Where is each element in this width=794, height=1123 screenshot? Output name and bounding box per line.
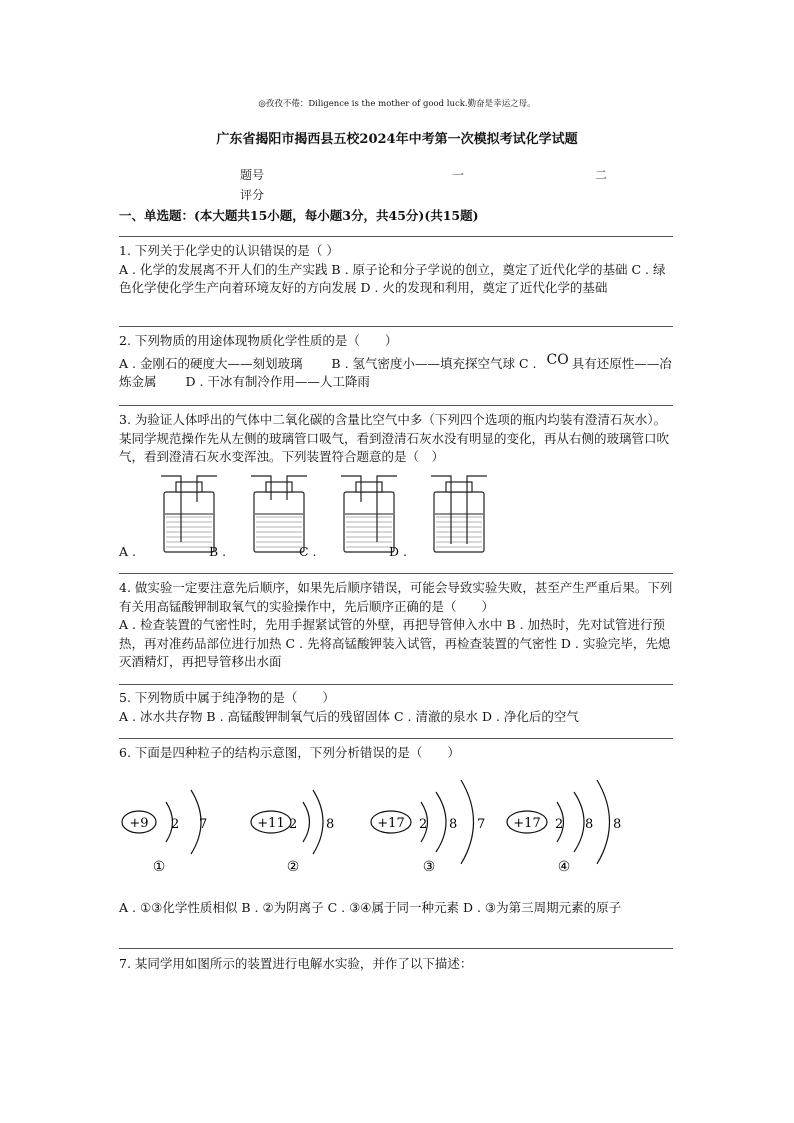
bottle-d-image [429,472,489,554]
atom-2-shell-1: 2 [289,817,298,832]
question-stem: 6. 下面是四种粒子的结构示意图，下列分析错误的是（ ） [119,745,460,760]
atom-2-shell-2: 8 [326,817,335,832]
page-title: 广东省揭阳市揭西县五校2024年中考第一次模拟考试化学试题 [216,132,578,147]
question-options [119,351,675,392]
atom-2-nucleus: +11 [257,816,285,831]
divider [119,236,673,237]
atom-4-shell-3: 8 [613,817,622,832]
question-7 [119,955,675,974]
options-part-1: A . 金刚石的硬度大——刻划玻璃 B . 氢气密度小——填充探空气球 C . [119,355,541,371]
atom-diagrams [119,776,639,876]
question-stem: 1. 下列关于化学史的认识错误的是（ ） [119,243,339,258]
atom-4-shell-2: 8 [585,817,594,832]
option-label-a: A . [119,544,136,559]
divider [119,738,673,739]
divider [119,573,673,574]
atom-4 [507,780,621,875]
atom-1-label: ① [152,859,166,875]
divider [119,948,673,949]
header-motto: ◎孜孜不倦：Diligence is the mother of good luck.勤奋是幸运之母。 [258,99,536,109]
atom-3-label: ③ [422,859,436,875]
atom-1-shell-2: 7 [199,817,208,832]
row-label-number: 题号 [240,168,265,182]
question-stem: 4. 做实验一定要注意先后顺序，如果先后顺序错误，可能会导致实验失败，甚至产生严重后果。下列有关用高锰酸钾制取氧气的实验操作中，先后顺序正确的是（ ） [119,580,673,614]
question-6 [119,744,675,763]
bottle-a-image [159,472,219,554]
column-one: 一 [452,168,465,182]
question-stem: 3. 为验证人体呼出的气体中二氧化碳的含量比空气中多（下列四个选项的瓶内均装有澄清石灰水）。某同学规范操作先从左侧的玻璃管口吸气，看到澄清石灰水没有明显的变化，再从右侧的玻璃管口吹气，看到澄清石灰水变浑浊。下列装置符合题意的是（ ） [119,412,670,464]
question-options: A . ①③化学性质相似 B . ②为阴离子 C . ③④属于同一种元素 D . ③为第三周期元素的原子 [119,900,622,915]
column-two: 二 [595,168,608,182]
divider [119,405,673,406]
atom-2 [251,790,334,875]
atom-3-shell-2: 8 [449,817,458,832]
question-3 [119,411,675,467]
option-label-b: B . [209,544,227,559]
atom-1-nucleus: +9 [129,816,149,831]
atom-3-nucleus: +17 [377,816,405,831]
atom-2-label: ② [286,859,300,875]
divider [119,326,673,327]
divider [119,684,673,685]
atom-4-label: ④ [557,859,571,875]
option-label-c: C . [299,544,317,559]
atom-3-shell-3: 7 [477,817,486,832]
atom-3-shell-1: 2 [419,817,428,832]
bottle-diagrams [119,472,539,562]
atom-3 [371,780,485,875]
question-stem: 7. 某同学用如图所示的装置进行电解水实验，并作了以下描述： [119,956,473,971]
question-4 [119,579,675,672]
atom-4-shell-1: 2 [555,817,564,832]
atom-1 [122,790,207,875]
question-5 [119,689,675,726]
bottle-b-image [249,472,309,554]
atom-4-nucleus: +17 [513,816,541,831]
question-options: A . 检查装置的气密性时，先用手握紧试管的外壁，再把导管伸入水中 B . 加热时，先对试管进行预热，再对准药品部位进行加热 C . 先将高锰酸钾装入试管，再检查装置的气密性 D . 实验完毕，先熄灭酒精灯，再把导管移出水面 [119,617,671,669]
option-label-d: D . [389,544,407,559]
row-label-score: 评分 [240,188,265,202]
question-stem: 2. 下列物质的用途体现物质化学性质的是（ ） [119,333,398,348]
question-options: A . 冰水共存物 B . 高锰酸钾制氧气后的残留固体 C . 清澈的泉水 D . 净化后的空气 [119,708,579,724]
question-options: A . 化学的发展离不开人们的生产实践 B . 原子论和分子学说的创立，奠定了近代化学的基础 C . 绿色化学使化学生产向着环境友好的方向发展 D . 火的发现和利用，奠定了近代化学的基础 [119,261,666,295]
question-1 [119,242,675,298]
co-formula: CO [546,351,569,368]
question-2 [119,332,675,392]
question-stem: 5. 下列物质中属于纯净物的是（ ） [119,690,335,705]
atom-1-shell-1: 2 [171,817,180,832]
section-heading: 一、单选题：(本大题共15小题，每小题3分，共45分)(共15题) [119,208,479,223]
bottle-c-image [339,472,399,554]
options-part-2: 具有还原性——冶炼金属 D . 干冰有制冷作用——人工降雨 [119,355,672,389]
question-6-options [119,899,675,918]
